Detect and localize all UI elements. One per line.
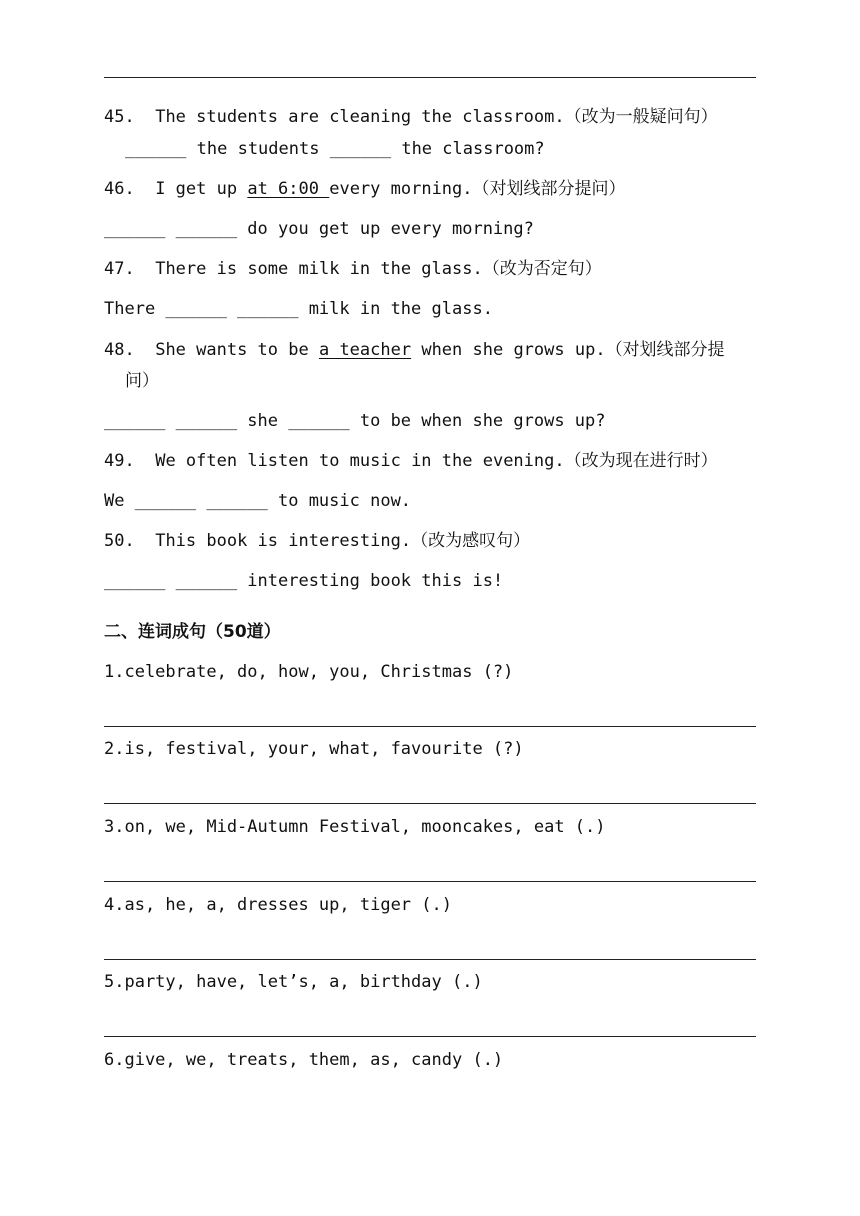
question-text: This book is interesting. bbox=[155, 531, 412, 551]
answer-line-47: There ______ ______ milk in the glass. bbox=[104, 299, 493, 319]
question-47 bbox=[104, 258, 602, 280]
answer-line-46: ______ ______ do you get up every morning? bbox=[104, 219, 534, 239]
word-order-item-6: 6.give, we, treats, them, as, candy (.) bbox=[104, 1050, 504, 1070]
question-number: 47. bbox=[104, 259, 135, 279]
answer-line-50: ______ ______ interesting book this is! bbox=[104, 571, 504, 591]
question-number: 48. bbox=[104, 340, 135, 360]
instruction-note: （对划线部分提 bbox=[605, 340, 725, 360]
question-number: 45. bbox=[104, 107, 135, 127]
instruction-note: （改为一般疑问句） bbox=[564, 107, 718, 127]
question-text-post: every morning. bbox=[329, 179, 473, 199]
question-50 bbox=[104, 530, 530, 552]
question-text-pre: She wants to be bbox=[155, 340, 319, 360]
answer-rule-1 bbox=[104, 726, 756, 727]
answer-rule-3 bbox=[104, 881, 756, 882]
instruction-note: （改为感叹句） bbox=[411, 531, 531, 551]
word-order-item-2: 2.is, festival, your, what, favourite (?) bbox=[104, 739, 524, 759]
question-text-pre: I get up bbox=[155, 179, 248, 199]
question-text-post: when she grows up. bbox=[411, 340, 606, 360]
question-number: 49. bbox=[104, 451, 135, 471]
instruction-note: （改为现在进行时） bbox=[564, 451, 718, 471]
question-49 bbox=[104, 450, 718, 472]
answer-line-49: We ______ ______ to music now. bbox=[104, 491, 412, 511]
question-text: There is some milk in the glass. bbox=[155, 259, 483, 279]
word-order-item-5: 5.party, have, let’s, a, birthday (.) bbox=[104, 972, 483, 992]
question-number: 46. bbox=[104, 179, 135, 199]
question-number: 50. bbox=[104, 531, 135, 551]
answer-rule-5 bbox=[104, 1036, 756, 1037]
answer-line-45: ______ the students ______ the classroom? bbox=[125, 139, 545, 159]
question-text: We often listen to music in the evening. bbox=[155, 451, 565, 471]
answer-rule-4 bbox=[104, 959, 756, 960]
question-48 bbox=[104, 339, 725, 361]
instruction-note: （改为否定句） bbox=[482, 259, 602, 279]
answer-rule-2 bbox=[104, 803, 756, 804]
word-order-item-4: 4.as, he, a, dresses up, tiger (.) bbox=[104, 895, 452, 915]
underlined-phrase: a teacher bbox=[318, 340, 412, 360]
question-text: The students are cleaning the classroom. bbox=[155, 107, 565, 127]
word-order-item-1: 1.celebrate, do, how, you, Christmas (?) bbox=[104, 662, 514, 682]
top-divider bbox=[104, 77, 756, 78]
instruction-note: （对划线部分提问） bbox=[472, 179, 626, 199]
answer-line-48: ______ ______ she ______ to be when she grows up? bbox=[104, 411, 606, 431]
question-46 bbox=[104, 178, 626, 200]
instruction-note-continued: 问） bbox=[125, 371, 159, 391]
word-order-item-3: 3.on, we, Mid-Autumn Festival, mooncakes, eat (.) bbox=[104, 817, 606, 837]
section-heading: 二、连词成句（50道） bbox=[104, 622, 281, 642]
question-45 bbox=[104, 106, 718, 128]
underlined-phrase: at 6:00 bbox=[247, 179, 330, 199]
